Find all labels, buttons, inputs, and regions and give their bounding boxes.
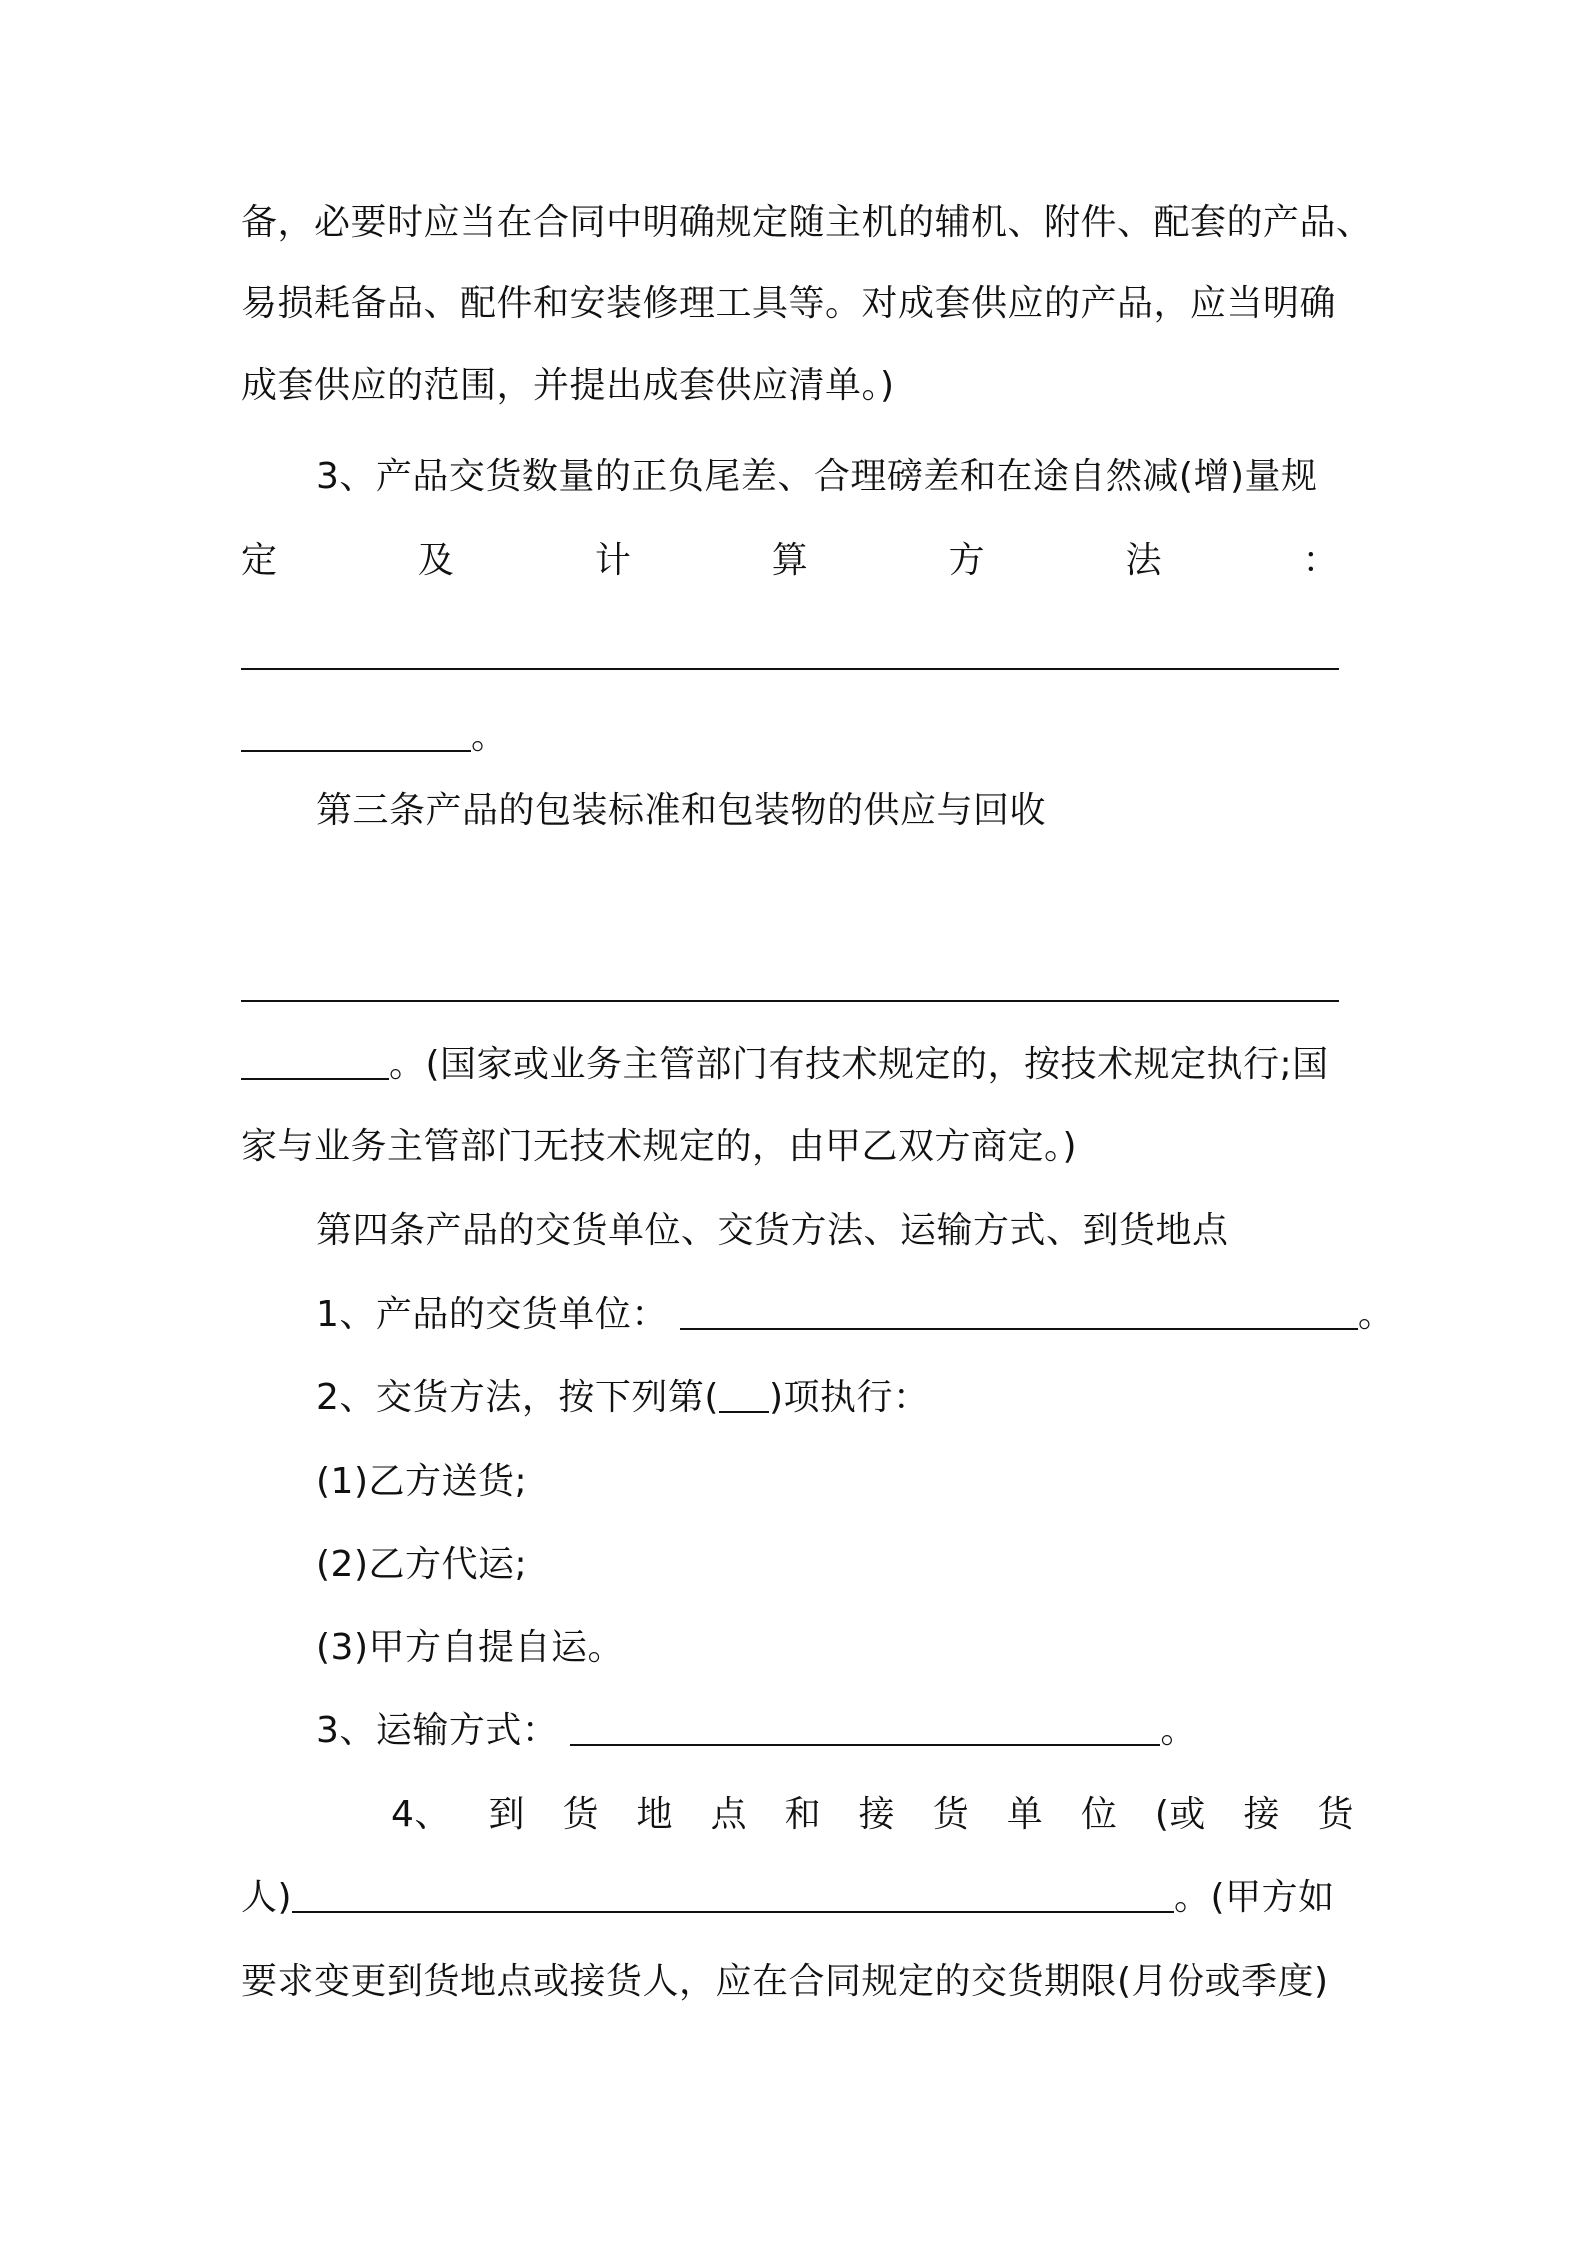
justified-char: 和 <box>784 1794 822 1835</box>
justified-char: 货 <box>932 1794 970 1835</box>
article-4-title: 第四条产品的交货单位、交货方法、运输方式、到货地点 <box>316 1210 1229 1251</box>
item-label: 2、交货方法，按下列第( <box>316 1377 719 1418</box>
fill-in-blank[interactable] <box>241 1048 389 1080</box>
a4-item-4-justified-line <box>391 1790 1354 1840</box>
justified-char: 单 <box>1006 1794 1044 1835</box>
justified-char: (或 <box>1154 1794 1206 1835</box>
paragraph-line: 备，必要时应当在合同中明确规定随主机的辅机、附件、配套的产品、 <box>241 202 1373 243</box>
a4-item-4-line2 <box>241 1873 1361 1923</box>
item-label-suffix: )项执行： <box>768 1377 930 1418</box>
paragraph-line: 易损耗备品、配件和安装修理工具等。对成套供应的产品，应当明确 <box>241 283 1337 324</box>
justified-char: 及 <box>417 540 455 581</box>
justified-char: 接 <box>858 1794 896 1835</box>
item-label-suffix: 。(甲方如 <box>1174 1877 1335 1918</box>
a4-item-2 <box>316 1373 1436 1423</box>
delivery-option-3: (3)甲方自提自运。 <box>316 1627 624 1668</box>
delivery-unit-blank[interactable] <box>680 1298 1358 1330</box>
justified-char: 到 <box>488 1794 525 1835</box>
transport-method-blank[interactable] <box>570 1714 1160 1746</box>
justified-char: 计 <box>594 540 632 581</box>
fill-in-blank-line[interactable] <box>241 668 1339 670</box>
item-label: 人) <box>241 1877 293 1918</box>
paragraph-line: 家与业务主管部门无技术规定的，由甲乙双方商定。) <box>241 1126 1078 1167</box>
a4-item-1 <box>316 1290 1436 1340</box>
justified-char: 定 <box>241 540 278 581</box>
justified-char: 地 <box>636 1794 674 1835</box>
justified-char: 4、 <box>391 1794 451 1835</box>
a4-item-3 <box>316 1706 1436 1756</box>
paragraph-line: 要求变更到货地点或接货人，应在合同规定的交货期限(月份或季度) <box>241 1961 1329 2002</box>
fill-in-blank-line[interactable] <box>241 1000 1339 1002</box>
justified-char: ： <box>1302 540 1339 581</box>
item-3-justified-line <box>241 536 1339 586</box>
period: 。 <box>471 716 508 757</box>
fill-in-blank[interactable] <box>241 720 471 752</box>
justified-char: 位 <box>1080 1794 1118 1835</box>
justified-char: 算 <box>771 540 809 581</box>
article-3-title: 第三条产品的包装标准和包装物的供应与回收 <box>316 790 1047 831</box>
item-label: 3、运输方式： <box>316 1710 559 1751</box>
item-label: 1、产品的交货单位： <box>316 1294 668 1335</box>
justified-char: 方 <box>948 540 986 581</box>
period: 。 <box>1357 1294 1395 1335</box>
delivery-option-2: (2)乙方代运; <box>316 1544 528 1585</box>
paragraph-line: 成套供应的范围，并提出成套供应清单。) <box>241 365 895 406</box>
item-3-heading: 3、产品交货数量的正负尾差、合理磅差和在途自然减(增)量规 <box>316 456 1318 497</box>
article-3-text <box>241 1040 1361 1090</box>
justified-char: 货 <box>1317 1794 1354 1835</box>
fill-in-blank-tail <box>241 712 1361 762</box>
delivery-option-1: (1)乙方送货; <box>316 1461 528 1502</box>
justified-char: 点 <box>710 1794 748 1835</box>
article-3-text-line: 。(国家或业务主管部门有技术规定的，按技术规定执行;国 <box>389 1044 1329 1085</box>
consignee-blank[interactable] <box>292 1881 1174 1913</box>
justified-char: 货 <box>562 1794 599 1835</box>
option-number-blank[interactable] <box>719 1381 769 1413</box>
period: 。 <box>1160 1710 1197 1751</box>
justified-char: 法 <box>1125 540 1163 581</box>
justified-char: 接 <box>1243 1794 1280 1835</box>
